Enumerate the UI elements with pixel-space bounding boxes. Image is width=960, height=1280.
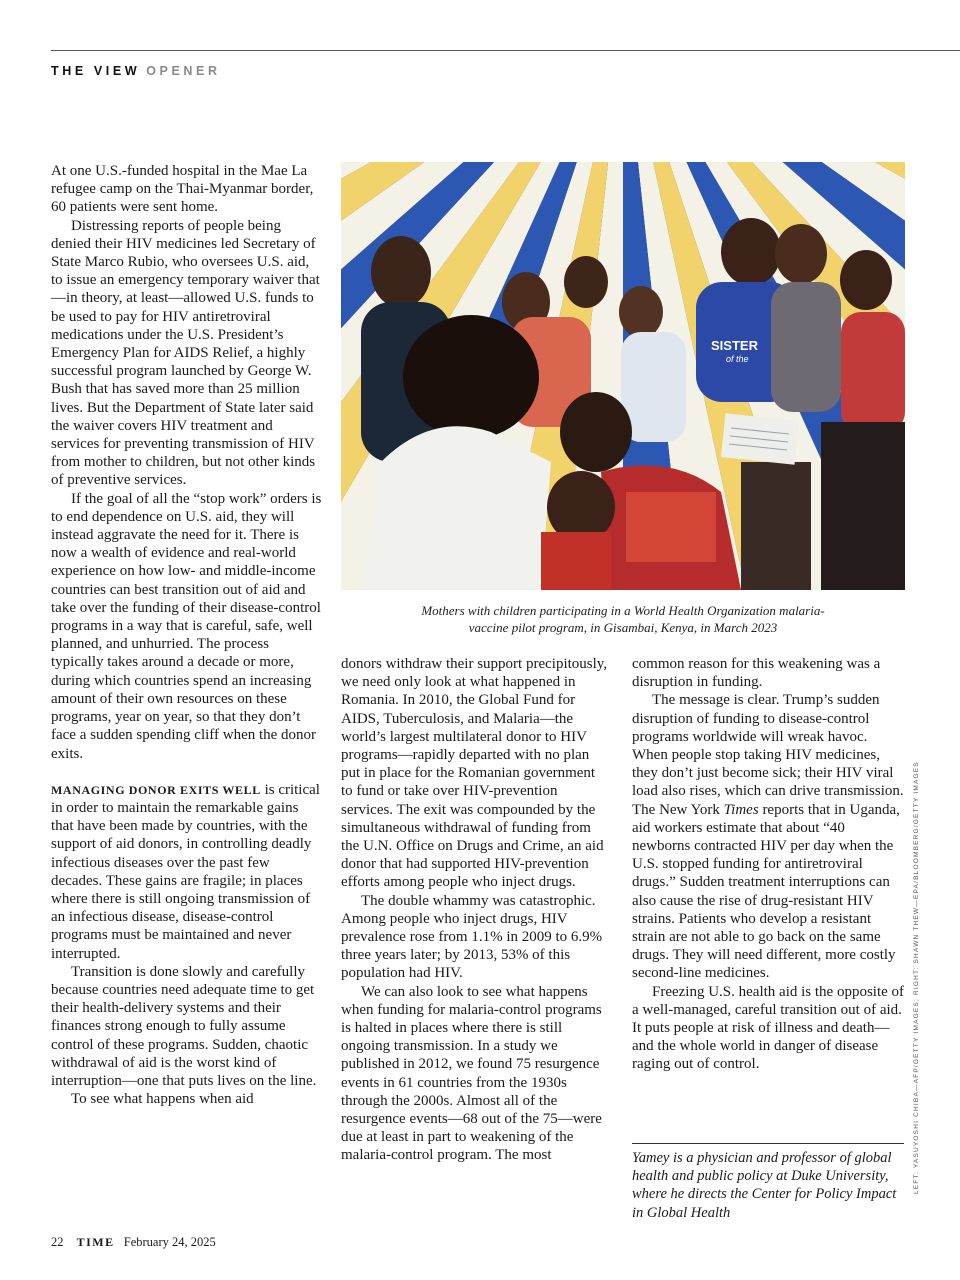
caption-line: Mothers with children participating in a World Health Organization malaria-	[421, 603, 825, 618]
paragraph: We can also look to see what happens when funding for malaria-control programs is halted in places where there is still ongoing transmission. In a study we published in 2012, we found 75 resurgence events in 61 countries from the 1930s through the 2000s. Almost all of the resurgence events—68 out of the 75—were due at least in part to weakening of the malaria-control program. The most	[341, 983, 602, 1164]
article-photo	[341, 162, 905, 590]
paragraph: Transition is done slowly and carefully because countries need adequate time to get their health-delivery systems and their finances strong enough to fully assume control of these programs. Sudden, chaotic withdrawal of aid is the worst kind of interruption—one that puts lives on the line.	[51, 963, 317, 1089]
paragraph: The double whammy was catastrophic. Among people who inject drugs, HIV prevalence rose from 1.1% in 2009 to 6.9% three years later; by 2013, 53% of this population had HIV.	[341, 892, 603, 982]
photo-caption	[341, 602, 905, 636]
paragraph	[51, 781, 323, 963]
article-column-1	[51, 162, 323, 1108]
paragraph: To see what happens when aid	[71, 1091, 254, 1108]
paragraph	[632, 691, 906, 982]
shirt-text-small: of the	[726, 354, 749, 364]
subsection-name: OPENER	[146, 64, 221, 78]
author-bio: Yamey is a physician and professor of global health and public policy at Duke University, where he directs the Center for Policy Impact in Global Health	[632, 1150, 897, 1221]
paragraph: Freezing U.S. health aid is the opposite of a well-managed, careful transition out of aid. It puts people at risk of illness and death—and the whole world in danger of disease raging out of control.	[632, 983, 905, 1073]
paragraph: donors withdraw their support precipitously, we need only look at what happened in Romania. In 2010, the Global Fund for AIDS, Tuberculosis, and Malaria—the world’s largest multilateral donor to HIV programs—rapidly departed with no plan put in place for the Romanian government to fund or take over HIV-prevention services. The exit was compounded by the simultaneous withdrawal of funding from the U.N. Office on Drugs and Crime, an aid donor that had supported HIV-prevention efforts among people who inject drugs.	[341, 656, 608, 891]
paragraph-text: The message is clear. Trump’s sudden disruption of funding to disease-control programs worldwide will wreak havoc. When people stop taking HIV medicines, they don’t just become sick; their HIV viral load also rises, which can drive transmission. The New York	[632, 692, 904, 818]
section-kicker: MANAGING DONOR EXITS WELL	[51, 782, 261, 797]
shirt-text: SISTER	[711, 338, 758, 353]
article-column-2	[341, 655, 609, 1165]
paragraph-text: is critical in order to maintain the remarkable gains that have been made by countries, with the support of aid donors, in controlling deadly infectious diseases over the past few decades. These gains are fragile; in places where there is still ongoing transmission of an infectious disease, disease-control programs must be maintained and never interrupted.	[51, 781, 320, 962]
magazine-name: TIME	[76, 1235, 115, 1249]
caption-line: vaccine pilot program, in Gisambai, Kenya, in March 2023	[468, 620, 778, 635]
section-label	[51, 64, 221, 78]
section-name: THE VIEW	[51, 64, 141, 78]
top-rule	[51, 50, 960, 51]
issue-date: February 24, 2025	[123, 1235, 216, 1249]
article-column-3	[632, 655, 906, 1074]
bio-rule	[632, 1143, 904, 1144]
photo-illustration	[341, 162, 905, 590]
italic-title: Times	[723, 801, 759, 818]
paragraph: If the goal of all the “stop work” orders is to end dependence on U.S. aid, they will instead aggravate the need for it. There is now a wealth of evidence and real-world experience on how low- and middle-income countries can best transition out of aid and take over the funding of their disease-control programs in a way that is careful, safe, well planned, and unhurried. The process typically takes around a decade or more, during which countries spend an increasing amount of their own resources on these programs, year on year, so that they don’t face a sudden spending cliff when the donor exits.	[51, 490, 322, 762]
paragraph: Distressing reports of people being denied their HIV medicines led Secretary of State Marco Rubio, who oversees U.S. aid, to issue an emergency temporary waiver that—in theory, at least—allowed U.S. funds to be used to pay for HIV antiretroviral medications under the U.S. President’s Emergency Plan for AIDS Relief, a highly successful program launched by George W. Bush that has saved more than 25 million lives. But the Department of State later said the waiver covers HIV treatment and services for preventing transmission of HIV from mother to children, but not other kinds of preventive services.	[51, 217, 320, 489]
paragraph: common reason for this weakening was a disruption in funding.	[632, 656, 881, 691]
photo-credit: LEFT: YASUYOSHI CHIBA—AFP/GETTY IMAGES; RIGHT: SHAWN THEW—EPA/BLOOMBERG/GETTY IMAGES	[913, 761, 920, 1194]
page-footer	[51, 1235, 216, 1250]
page-number: 22	[51, 1235, 64, 1249]
paragraph-text: reports that in Uganda, aid workers estimate that about “40 newborns contracted HIV per day when the U.S. stopped funding for antiretroviral drugs.” Sudden treatment interruptions can also cause the rise of drug-resistant HIV strains. Patients who develop a resistant strain are not able to go back on the same drugs. They will need different, more costly second-line medicines.	[632, 801, 900, 982]
paragraph: At one U.S.-funded hospital in the Mae La refugee camp on the Thai-Myanmar border, 60 patients were sent home.	[51, 163, 314, 216]
